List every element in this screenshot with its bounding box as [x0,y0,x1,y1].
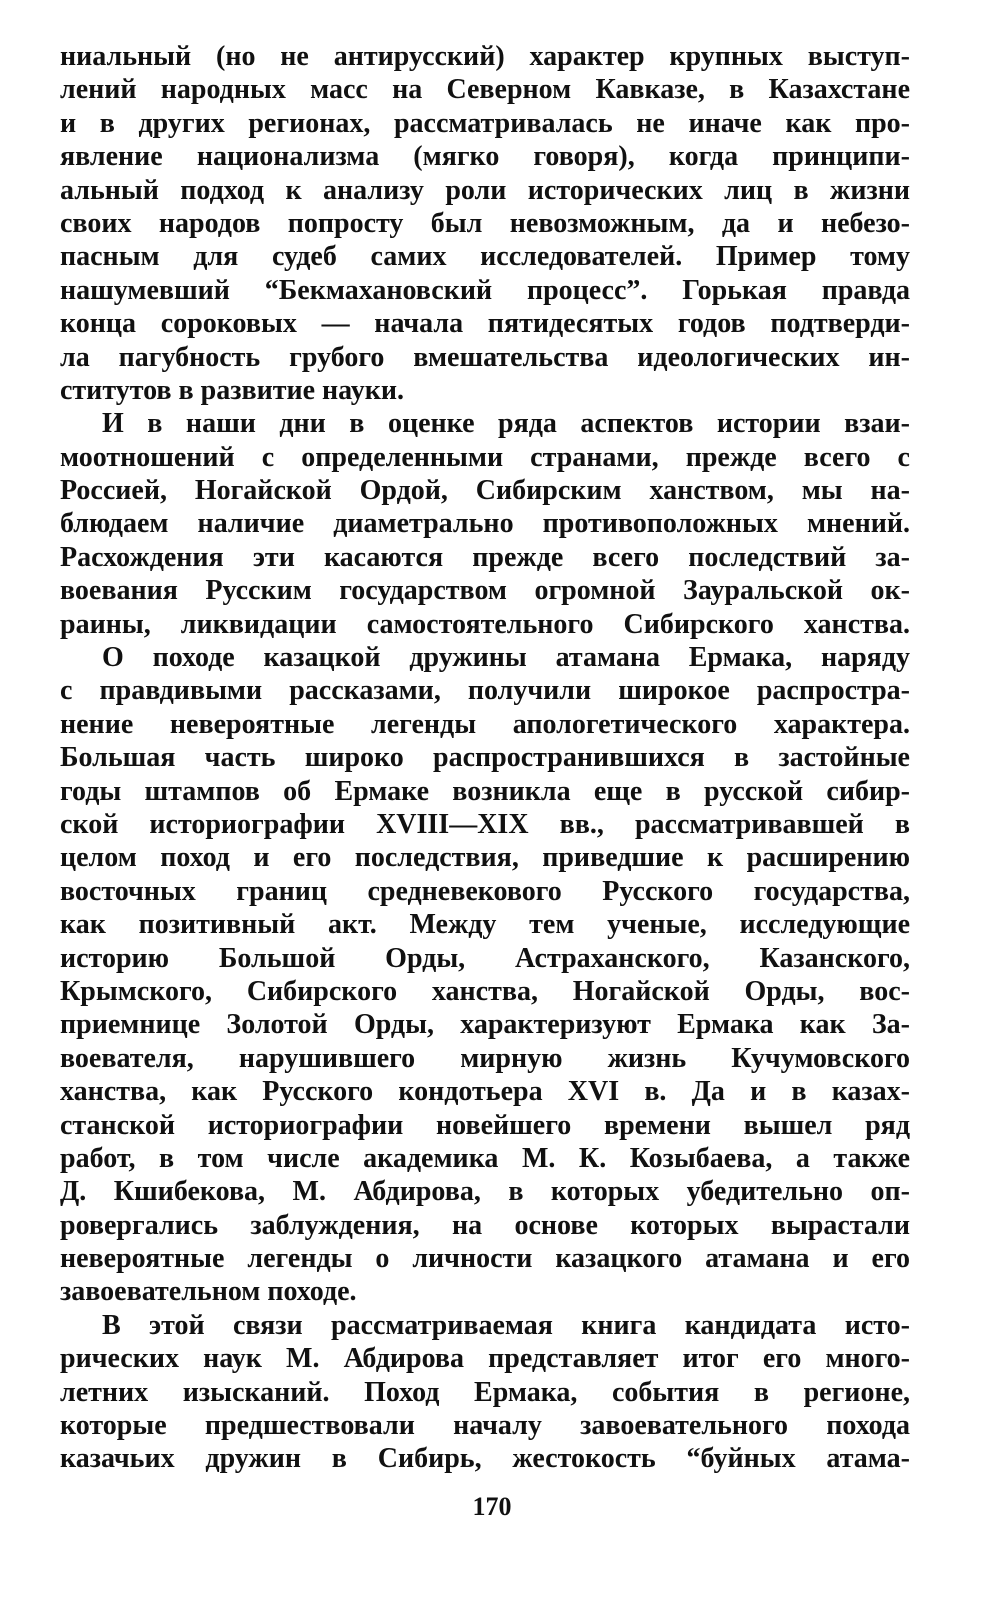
text-line: И в наши дни в оценке ряда аспектов истории взаи- [102,408,910,440]
text-line: воевателя, нарушившего мирную жизнь Кучумовского [60,1042,910,1074]
text-line: Расхождения эти касаются прежде всего последствий за- [60,541,910,573]
text-line: как позитивный акт. Между тем ученые, исследующие [60,909,910,941]
text-line: и в других регионах, рассматривалась не иначе как про- [60,107,910,139]
page-number: 170 [472,1492,512,1521]
text-line: ниальный (но не антирусский) характер крупных выступ- [60,41,910,72]
text-line: лений народных масс на Северном Кавказе, в Казахстане [60,74,910,106]
text-line: блюдаем наличие диаметрально противоположных мнений. [60,508,910,540]
text-line: пасным для судеб самих исследователей. Пример тому [60,241,910,273]
page-body [60,40,910,1560]
text-line: ститутов в развитие науки. [60,374,404,406]
text-line: историю Большой Орды, Астраханского, Казанского, [60,942,910,974]
text-line: ровергались заблуждения, на основе которых вырастали [60,1209,910,1241]
paragraph-2 [60,407,910,641]
text-line: Крымского, Сибирского ханства, Ногайской Орды, вос- [60,975,910,1007]
text-line: которые предшествовали началу завоевательного похода [60,1410,910,1442]
text-line: нение невероятные легенды апологетического характера. [60,708,910,740]
text-line: рических наук М. Абдирова представляет итог его много- [60,1343,910,1375]
text-line: станской историографии новейшего времени вышел ряд [60,1109,910,1141]
text-line: годы штампов об Ермаке возникла еще в русской сибир- [60,775,910,807]
text-line: воевания Русским государством огромной Зауральской ок- [60,575,910,607]
text-line: явление национализма (мягко говоря), когда принципи- [60,141,910,173]
paragraph-1 [60,40,910,407]
text-line: нашумевший “Бекмахановский процесс”. Горькая правда [60,274,910,306]
text-line: моотношений с определенными странами, прежде всего с [60,441,910,473]
text-line: конца сороковых — начала пятидесятых годов подтверди- [60,308,910,340]
text-line: летних изысканий. Поход Ермака, события в регионе, [60,1376,910,1408]
text-line: ской историографии XVIII—XIX вв., рассматривавшей в [60,808,910,840]
paragraph-4 [60,1309,910,1476]
text-line: невероятные легенды о личности казацкого атамана и его [60,1243,910,1275]
text-line: В этой связи рассматриваемая книга кандидата исто- [102,1309,910,1341]
text-line: О походе казацкой дружины атамана Ермака, наряду [102,642,910,674]
text-line: восточных границ средневекового Русского государства, [60,875,910,907]
text-line: ханства, как Русского кондотьера XVI в. Да и в казах- [60,1076,910,1108]
text-line: ла пагубность грубого вмешательства идеологических ин- [60,341,910,373]
text-line: Россией, Ногайской Ордой, Сибирским ханством, мы на- [60,475,910,507]
text-line: своих народов попросту был невозможным, да и небезо- [60,207,910,239]
text-line: альный подход к анализу роли исторических лиц в жизни [60,174,910,206]
text-line: приемнице Золотой Орды, характеризуют Ермака как За- [60,1009,910,1041]
text-line: Д. Кшибекова, М. Абдирова, в которых убедительно оп- [60,1176,910,1208]
text-line: работ, в том числе академика М. К. Козыбаева, а также [60,1142,910,1174]
text-line: казачьих дружин в Сибирь, жестокость “буйных атама- [60,1443,910,1475]
text-line: Большая часть широко распространившихся в застойные [60,742,910,774]
text-line: целом поход и его последствия, приведшие к расширению [60,842,910,874]
text-line: завоевательном походе. [60,1276,357,1308]
paragraph-3 [60,641,910,1309]
text-line: с правдивыми рассказами, получили широкое распростра- [60,675,910,707]
text-line: раины, ликвидации самостоятельного Сибирского ханства. [60,608,910,640]
